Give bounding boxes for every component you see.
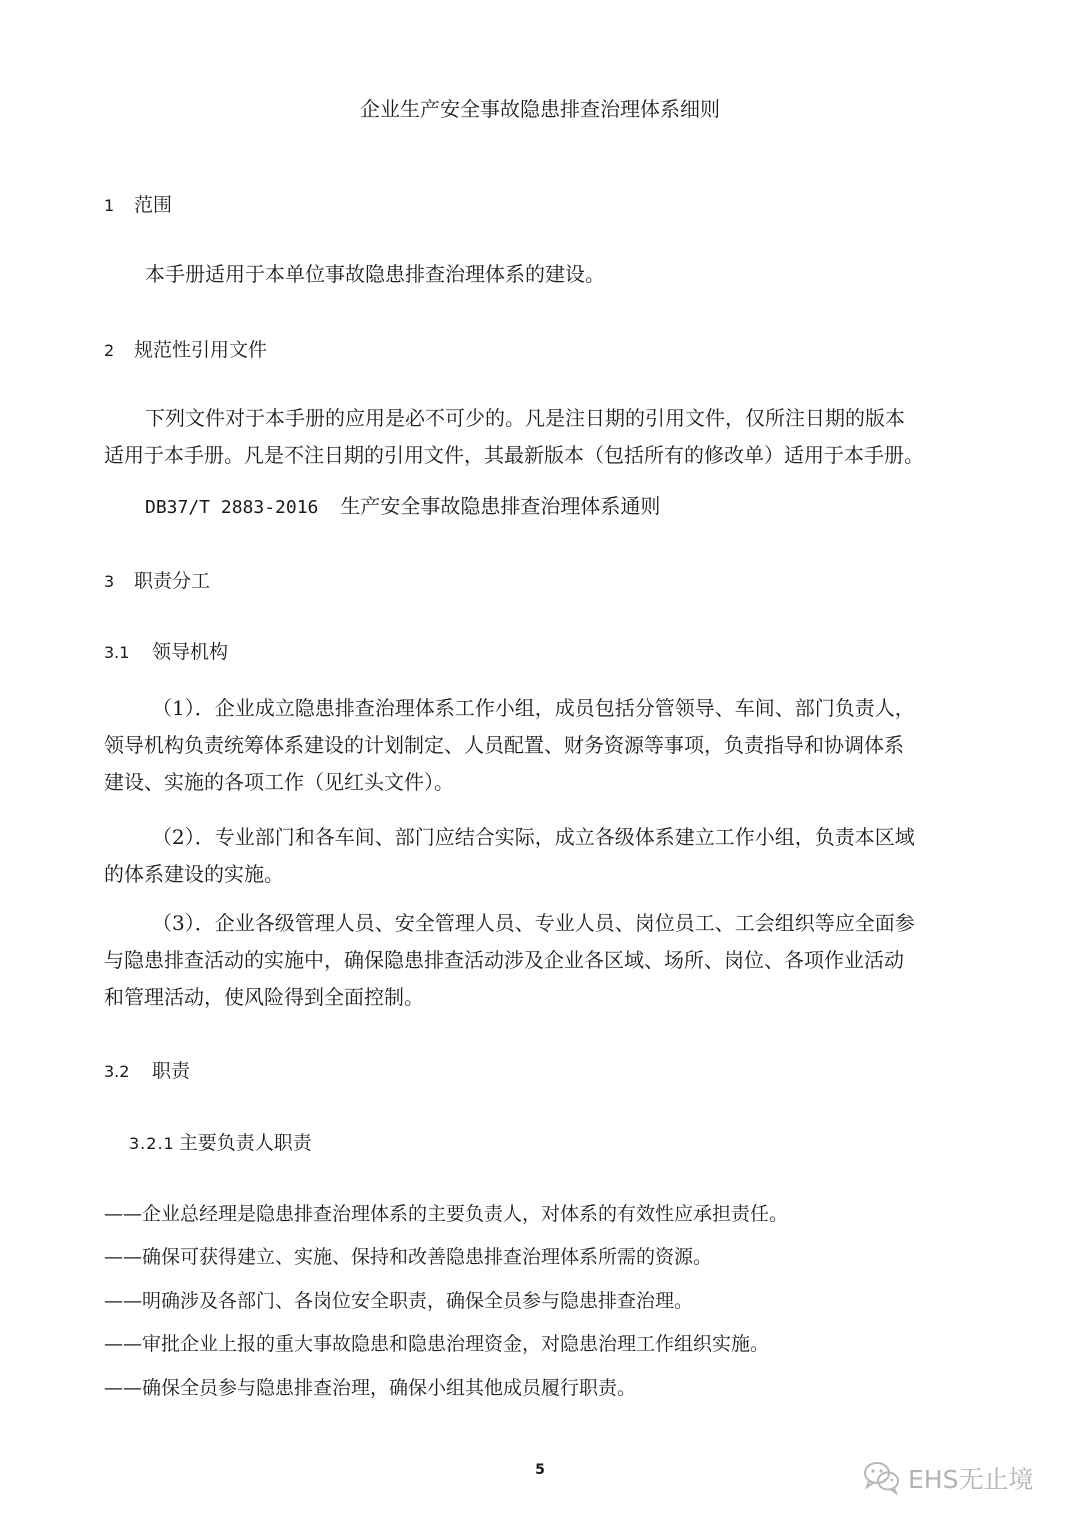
section-number: 3.2 xyxy=(104,1062,130,1081)
paragraph-line: 的体系建设的实施。 xyxy=(104,862,284,886)
paragraph-line: 建设、实施的各项工作（见红头文件）。 xyxy=(104,770,454,794)
paragraph-1 xyxy=(104,690,915,801)
subsection-3-2-heading xyxy=(104,1056,190,1083)
page-number: 5 xyxy=(535,1462,545,1478)
section-number: 3.1 xyxy=(104,643,130,662)
section-number: 2 xyxy=(104,341,115,360)
paragraph-line: （2）．专业部门和各车间、部门应结合实际，成立各级体系建立工作小组，负责本区域 xyxy=(152,825,915,849)
section-title: 职责分工 xyxy=(134,570,211,592)
paragraph-line: 领导机构负责统筹体系建设的计划制定、人员配置、财务资源等事项，负责指导和协调体系 xyxy=(104,733,904,757)
paragraph-line: 和管理活动，使风险得到全面控制。 xyxy=(104,985,424,1009)
section-title: 主要负责人职责 xyxy=(178,1132,312,1154)
reference-code: DB37/T 2883-2016 xyxy=(145,497,319,518)
list-item: ——确保全员参与隐患排查治理，确保小组其他成员履行职责。 xyxy=(104,1377,637,1399)
section-title: 职责 xyxy=(152,1060,191,1082)
list-item: ——明确涉及各部门、各岗位安全职责，确保全员参与隐患排查治理。 xyxy=(104,1290,694,1312)
watermark xyxy=(862,1460,1033,1496)
section-number: 1 xyxy=(104,196,115,215)
section-number: 3 xyxy=(104,572,115,591)
normative-reference xyxy=(145,488,660,526)
paragraph-line: 下列文件对于本手册的应用是必不可少的。凡是注日期的引用文件，仅所注日期的版本 xyxy=(145,406,905,430)
section-title: 领导机构 xyxy=(152,641,229,663)
list-item: ——审批企业上报的重大事故隐患和隐患治理资金，对隐患治理工作组织实施。 xyxy=(104,1333,770,1355)
paragraph-line: 适用于本手册。凡是不注日期的引用文件，其最新版本（包括所有的修改单）适用于本手册。 xyxy=(104,443,924,467)
paragraph-line: （3）．企业各级管理人员、安全管理人员、专业人员、岗位员工、工会组织等应全面参 xyxy=(152,911,915,935)
list-item: ——企业总经理是隐患排查治理体系的主要负责人，对体系的有效性应承担责任。 xyxy=(104,1203,789,1225)
section-title: 范围 xyxy=(134,194,173,216)
section-3-heading xyxy=(104,566,210,593)
watermark-text: EHS无止境 xyxy=(908,1465,1034,1494)
subsection-3-1-heading xyxy=(104,637,228,664)
list-item: ——确保可获得建立、实施、保持和改善隐患排查治理体系所需的资源。 xyxy=(104,1246,713,1268)
section-title: 规范性引用文件 xyxy=(134,339,268,361)
section-1-heading xyxy=(104,190,172,217)
document-title: 企业生产安全事故隐患排查治理体系细则 xyxy=(360,97,720,121)
paragraph-line: （1）．企业成立隐患排查治理体系工作小组，成员包括分管领导、车间、部门负责人， xyxy=(152,696,915,720)
paragraph-3 xyxy=(104,905,915,1016)
paragraph-2 xyxy=(104,819,915,893)
wechat-icon xyxy=(862,1460,902,1496)
section-2-heading xyxy=(104,335,267,362)
section-1-body: 本手册适用于本单位事故隐患排查治理体系的建设。 xyxy=(145,262,605,286)
subsection-3-2-1-heading xyxy=(129,1128,312,1155)
section-2-body xyxy=(104,400,924,474)
reference-title: 生产安全事故隐患排查治理体系通则 xyxy=(340,494,661,518)
paragraph-line: 与隐患排查活动的实施中，确保隐患排查活动涉及企业各区域、场所、岗位、各项作业活动 xyxy=(104,948,904,972)
section-number: 3.2.1 xyxy=(129,1134,175,1153)
